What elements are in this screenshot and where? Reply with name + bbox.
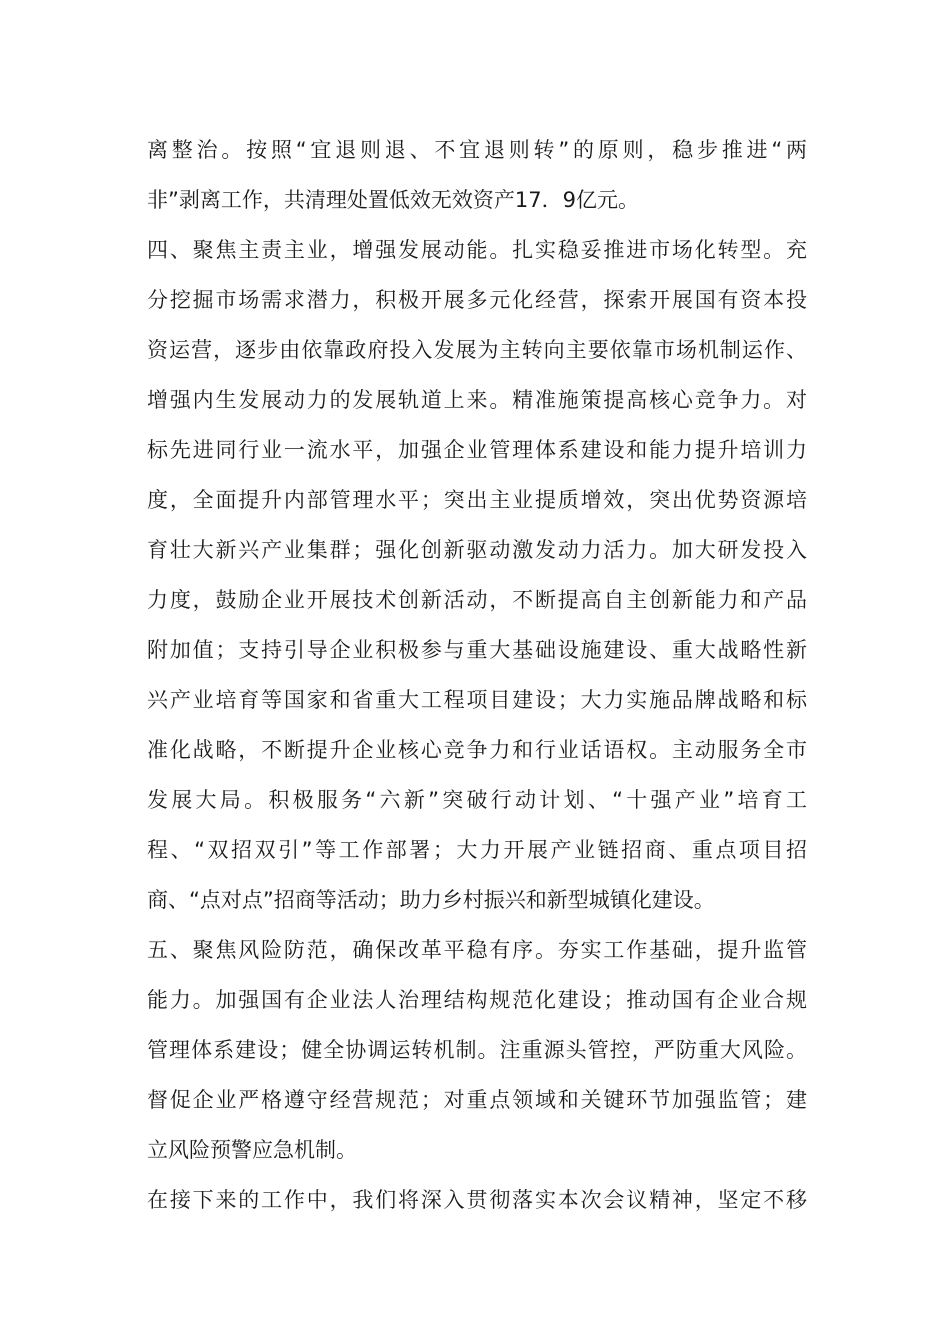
text-line: 五、聚焦风险防范，确保改革平稳有序。夯实工作基础，提升监管 [147, 938, 807, 962]
text-line: 程、“双招双引”等工作部署；大力开展产业链招商、重点项目招 [147, 838, 807, 862]
text-line: 立风险预警应急机制。 [147, 1138, 357, 1162]
text-line: 资运营，逐步由依靠政府投入发展为主转向主要依靠市场机制运作、 [147, 338, 807, 362]
text-line: 附加值；支持引导企业积极参与重大基础设施建设、重大战略性新 [147, 638, 807, 662]
text-line: 育壮大新兴产业集群；强化创新驱动激发动力活力。加大研发投入 [147, 538, 807, 562]
text-line: 商、“点对点”招商等活动；助力乡村振兴和新型城镇化建设。 [147, 888, 715, 912]
text-line: 非”剥离工作，共清理处置低效无效资产17．9亿元。 [147, 188, 639, 212]
text-line: 增强内生发展动力的发展轨道上来。精准施策提高核心竞争力。对 [147, 388, 807, 412]
text-line: 在接下来的工作中，我们将深入贯彻落实本次会议精神，坚定不移 [147, 1188, 807, 1212]
text-line: 力度，鼓励企业开展技术创新活动，不断提高自主创新能力和产品 [147, 588, 807, 612]
text-line: 能力。加强国有企业法人治理结构规范化建设；推动国有企业合规 [147, 988, 807, 1012]
text-line: 准化战略，不断提升企业核心竞争力和行业话语权。主动服务全市 [147, 738, 807, 762]
text-line: 督促企业严格遵守经营规范；对重点领域和关键环节加强监管；建 [147, 1088, 807, 1112]
text-line: 分挖掘市场需求潜力，积极开展多元化经营，探索开展国有资本投 [147, 288, 807, 312]
text-line: 发展大局。积极服务“六新”突破行动计划、“十强产业”培育工 [147, 788, 807, 812]
text-line: 离整治。按照“宜退则退、不宜退则转”的原则，稳步推进“两 [147, 138, 807, 162]
text-line: 度，全面提升内部管理水平；突出主业提质增效，突出优势资源培 [147, 488, 807, 512]
text-line: 标先进同行业一流水平，加强企业管理体系建设和能力提升培训力 [147, 438, 807, 462]
text-line: 兴产业培育等国家和省重大工程项目建设；大力实施品牌战略和标 [147, 688, 807, 712]
text-line: 管理体系建设；健全协调运转机制。注重源头管控，严防重大风险。 [147, 1038, 807, 1062]
text-line: 四、聚焦主责主业，增强发展动能。扎实稳妥推进市场化转型。充 [147, 238, 807, 262]
